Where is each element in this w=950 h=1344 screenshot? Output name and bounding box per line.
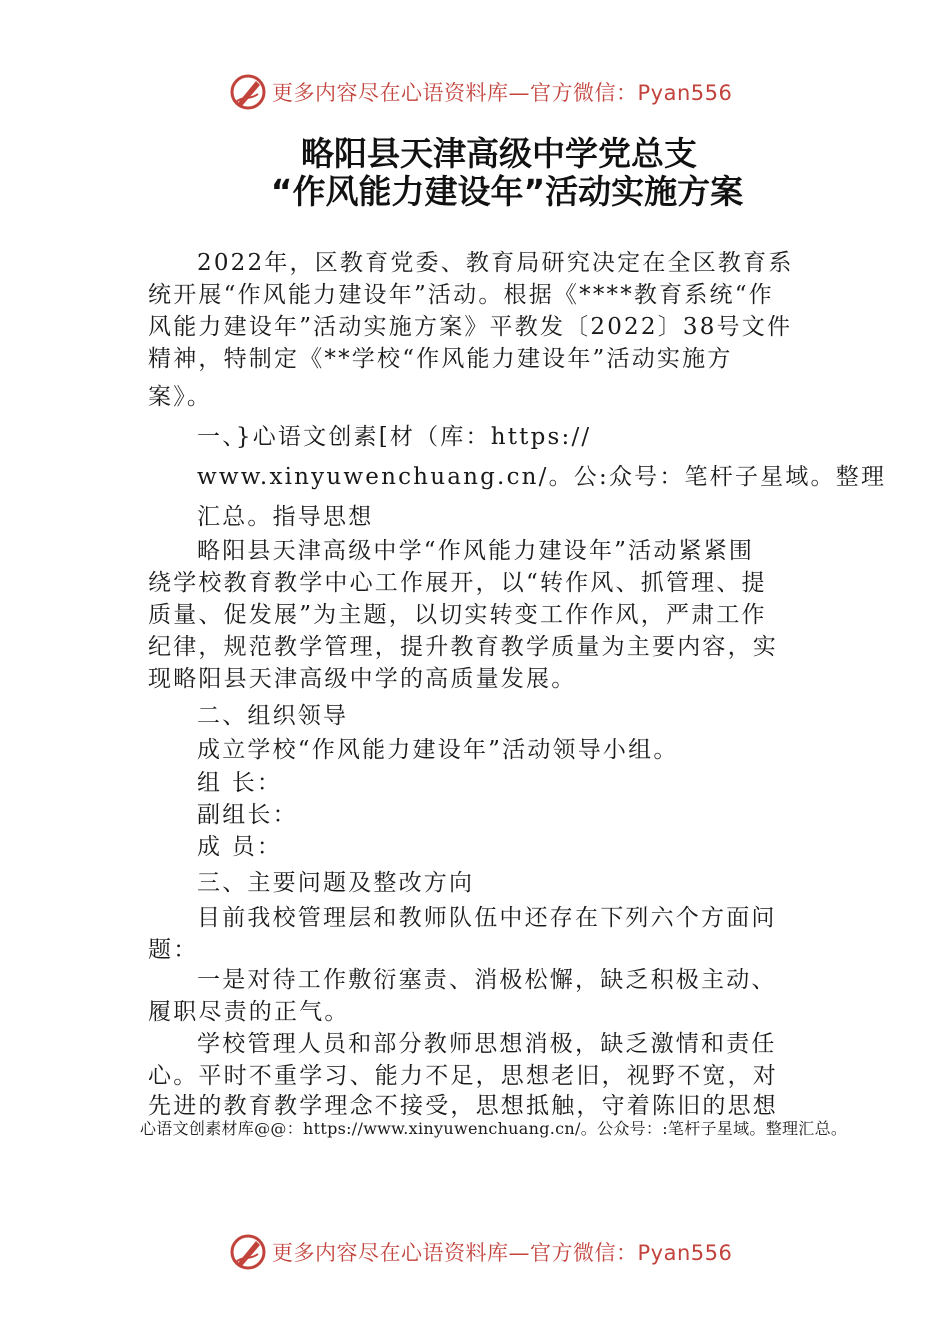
body-line: 风能力建设年”活动实施方案》平教发〔2022〕38号文件 [148, 314, 793, 340]
body-line: 案》。 [148, 384, 213, 410]
document-title-line1: 略阳县天津高级中学党总支 [301, 134, 697, 173]
banner-text: 更多内容尽在心语资料库—官方微信：Pyan556 [272, 1241, 733, 1265]
section-heading: 一、}心语文创素[材（库：https:// [197, 424, 592, 450]
document-title-line2: “作风能力建设年”活动实施方案 [270, 172, 744, 211]
section-heading: 三、主要问题及整改方向 [197, 870, 475, 896]
section-heading: 二、组织领导 [197, 703, 349, 729]
footer-banner [228, 1232, 732, 1272]
footer-note: 心语文创素材库@@：https://www.xinyuwenchuang.cn/。公众号：:笔杆子星域。整理汇总。 [140, 1119, 848, 1138]
body-line: 成立学校“作风能力建设年”活动领导小组。 [197, 737, 679, 763]
body-line: 副组长： [197, 802, 298, 828]
body-line: 心。平时不重学习、能力不足，思想老旧，视野不宽，对 [148, 1063, 778, 1089]
body-line: 精神，特制定《**学校“作风能力建设年”活动实施方 [148, 346, 733, 372]
body-line: 纪律，规范教学管理，提升教育教学质量为主要内容，实 [148, 634, 778, 660]
body-line: www.xinyuwenchuang.cn/。公:众号：笔杆子星域。整理 [197, 464, 887, 490]
body-line: 成 员： [197, 834, 283, 860]
body-line: 绕学校教育教学中心工作展开，以“转作风、抓管理、提 [148, 570, 767, 596]
body-line: 2022年，区教育党委、教育局研究决定在全区教育系 [197, 250, 794, 276]
body-line: 履职尽责的正气。 [148, 999, 350, 1025]
pen-logo-icon [228, 1232, 268, 1272]
banner-text: 更多内容尽在心语资料库—官方微信：Pyan556 [272, 81, 733, 105]
pen-logo-icon [228, 72, 268, 112]
body-line: 题： [148, 937, 199, 963]
body-line: 一是对待工作敷衍塞责、消极松懈，缺乏积极主动、 [197, 967, 777, 993]
body-line: 统开展“作风能力建设年”活动。根据《****教育系统“作 [148, 282, 774, 308]
body-line: 质量、促发展”为主题，以切实转变工作作风，严肃工作 [148, 602, 767, 628]
body-line: 组 长： [197, 770, 283, 796]
body-line: 现略阳县天津高级中学的高质量发展。 [148, 666, 577, 692]
section-heading: 汇总。指导思想 [197, 504, 374, 530]
body-line: 略阳县天津高级中学“作风能力建设年”活动紧紧围 [197, 538, 755, 564]
body-line: 学校管理人员和部分教师思想消极，缺乏激情和责任 [197, 1031, 777, 1057]
header-banner [228, 72, 732, 112]
body-line: 目前我校管理层和教师队伍中还存在下列六个方面问 [197, 905, 777, 931]
body-line: 先进的教育教学理念不接受，思想抵触，守着陈旧的思想 [148, 1093, 778, 1119]
